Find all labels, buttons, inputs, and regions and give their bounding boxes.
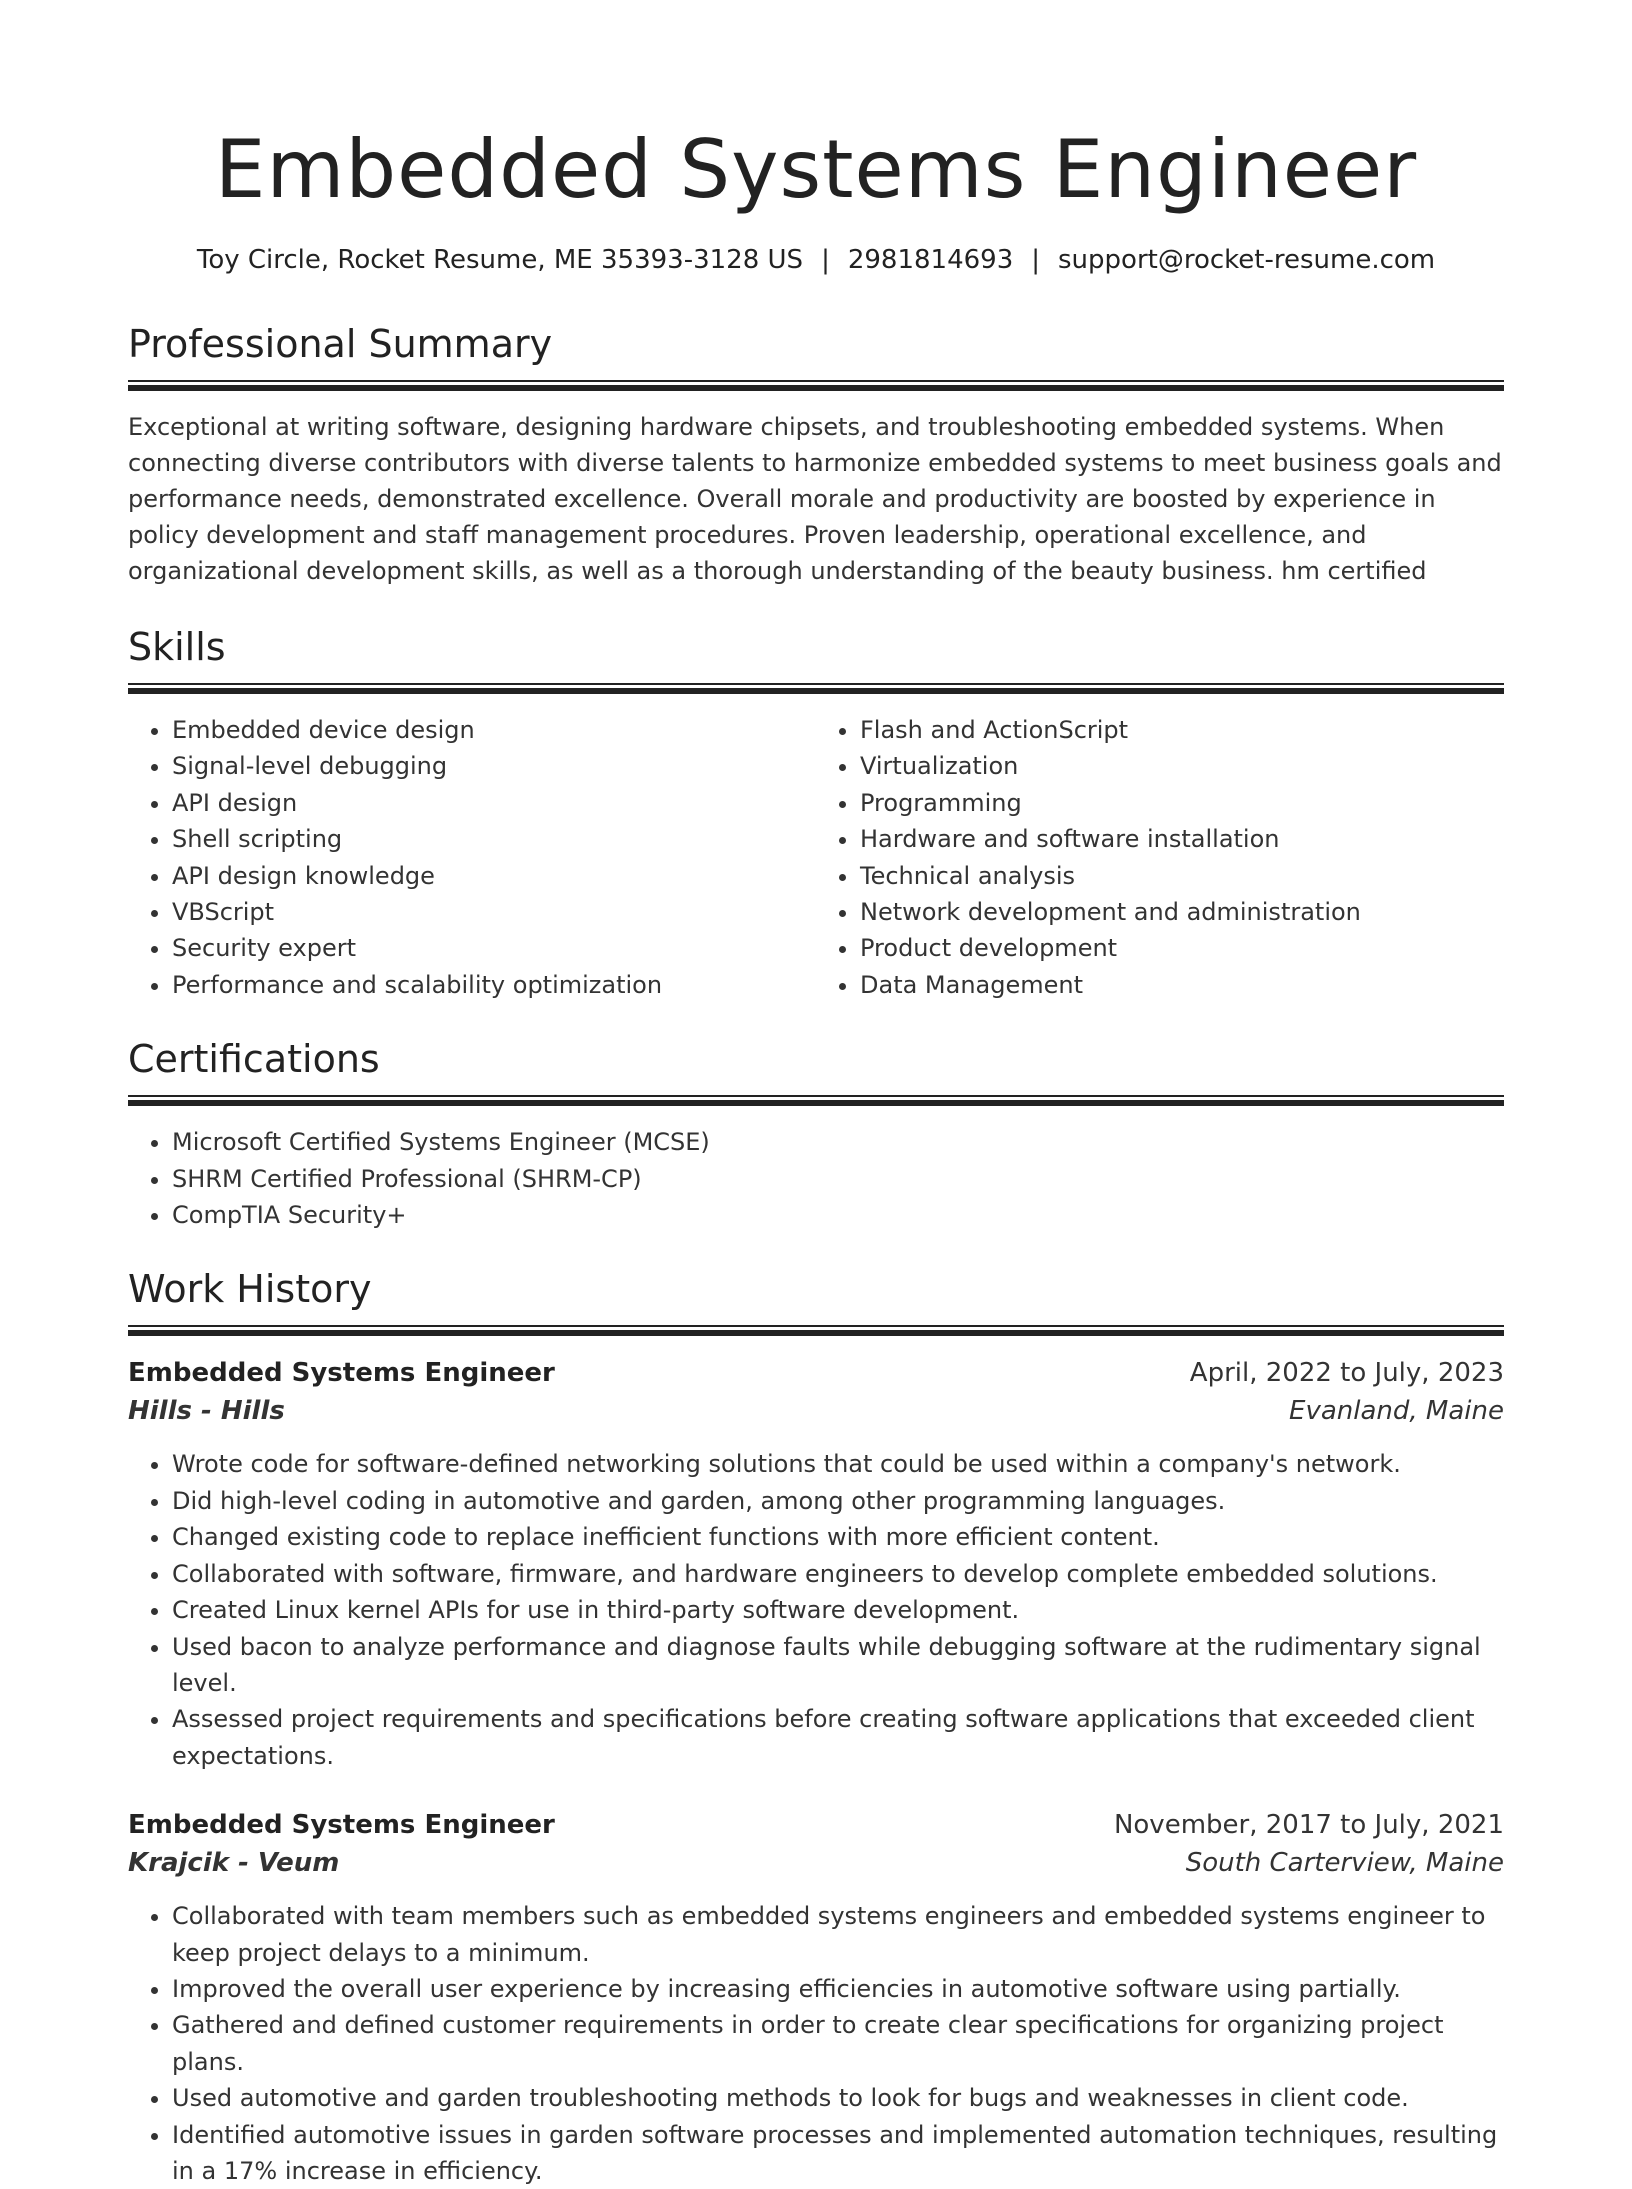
contact-line bbox=[128, 242, 1504, 278]
job-bullet: • Identified automotive issues in garden software processes and implemented automation techniques, resulting in a 17% increase in efficiency. bbox=[172, 2117, 1504, 2189]
job-bullet: • Gathered and defined customer requirements in order to create clear specifications for organizing project plans. bbox=[172, 2007, 1504, 2080]
skill-item: • Technical analysis bbox=[860, 858, 1504, 894]
job-subheader-row bbox=[128, 1844, 1504, 1882]
job-company: Hills - Hills bbox=[128, 1396, 285, 1427]
certification-item: • CompTIA Security+ bbox=[172, 1197, 1504, 1233]
summary-section bbox=[128, 320, 1504, 589]
section-title-skills: Skills bbox=[128, 625, 226, 669]
job-bullet: • Created Linux kernel APIs for use in third-party software development. bbox=[172, 1592, 1504, 1628]
skill-item: • API design bbox=[172, 785, 816, 821]
certifications-list bbox=[128, 1124, 1504, 1233]
skill-item: • Data Management bbox=[860, 967, 1504, 1003]
section-divider bbox=[128, 1095, 1504, 1106]
skills-list-left bbox=[128, 712, 816, 1003]
job-entry bbox=[128, 1354, 1504, 1774]
job-bullet: • Used automotive and garden troubleshooting methods to look for bugs and weaknesses in client code. bbox=[172, 2080, 1504, 2116]
job-subheader-row bbox=[128, 1392, 1504, 1430]
section-title-summary: Professional Summary bbox=[128, 322, 553, 366]
certification-item: • SHRM Certified Professional (SHRM-CP) bbox=[172, 1161, 1504, 1197]
resume-page bbox=[128, 120, 1504, 2189]
job-bullet: • Improved the overall user experience by increasing efficiencies in automotive software using partially. bbox=[172, 1971, 1504, 2007]
job-bullet: • Changed existing code to replace inefficient functions with more efficient content. bbox=[172, 1519, 1504, 1555]
job-company: Krajcik - Veum bbox=[128, 1848, 340, 1879]
job-header-row bbox=[128, 1806, 1504, 1844]
job-bullet-list bbox=[128, 1446, 1504, 1774]
section-divider bbox=[128, 380, 1504, 391]
contact-email: support@rocket-resume.com bbox=[1058, 245, 1436, 275]
skills-list-right bbox=[816, 712, 1504, 1003]
skill-item: • Network development and administration bbox=[860, 894, 1504, 930]
certifications-section bbox=[128, 1035, 1504, 1233]
skill-item: • Programming bbox=[860, 785, 1504, 821]
contact-separator: | bbox=[1031, 245, 1041, 275]
job-bullet-list bbox=[128, 1898, 1504, 2189]
summary-text: Exceptional at writing software, designing hardware chipsets, and troubleshooting embedded systems. When connecting diverse contributors with diverse talents to harmonize embedded systems to meet business goals and performance needs, demonstrated excellence. Overall morale and productivity are boosted by experience in policy development and staff management procedures. Proven leadership, operational excellence, and organizational development skills, as well as a thorough understanding of the beauty business. hm certified bbox=[128, 413, 1502, 585]
resume-name: Embedded Systems Engineer bbox=[214, 123, 1418, 216]
contact-address: Toy Circle, Rocket Resume, ME 35393-3128 US bbox=[196, 245, 804, 275]
skill-item: • API design knowledge bbox=[172, 858, 816, 894]
section-divider bbox=[128, 1325, 1504, 1336]
job-dates: April, 2022 to July, 2023 bbox=[1189, 1358, 1504, 1389]
skill-item: • Security expert bbox=[172, 930, 816, 966]
job-bullet: • Used bacon to analyze performance and diagnose faults while debugging software at the rudimentary signal level. bbox=[172, 1629, 1504, 1702]
skills-section bbox=[128, 623, 1504, 1003]
skill-item: • Virtualization bbox=[860, 748, 1504, 784]
job-bullet: • Did high-level coding in automotive and garden, among other programming languages. bbox=[172, 1483, 1504, 1519]
skill-item: • Hardware and software installation bbox=[860, 821, 1504, 857]
job-title: Embedded Systems Engineer bbox=[128, 1358, 555, 1389]
skill-item: • Product development bbox=[860, 930, 1504, 966]
job-dates: November, 2017 to July, 2021 bbox=[1113, 1810, 1504, 1841]
skill-item: • Performance and scalability optimization bbox=[172, 967, 816, 1003]
contact-separator: | bbox=[821, 245, 830, 275]
section-divider bbox=[128, 683, 1504, 694]
skill-item: • Shell scripting bbox=[172, 821, 816, 857]
section-title-certifications: Certifications bbox=[128, 1037, 380, 1082]
job-location: South Carterview, Maine bbox=[1185, 1848, 1504, 1879]
job-entry bbox=[128, 1806, 1504, 2189]
skill-item: • Embedded device design bbox=[172, 712, 816, 748]
certification-item: • Microsoft Certified Systems Engineer (MCSE) bbox=[172, 1124, 1504, 1160]
job-bullet: • Wrote code for software-defined networking solutions that could be used within a company's network. bbox=[172, 1446, 1504, 1482]
job-header-row bbox=[128, 1354, 1504, 1392]
contact-phone: 2981814693 bbox=[847, 245, 1014, 275]
skill-item: • Signal-level debugging bbox=[172, 748, 816, 784]
work-history-section bbox=[128, 1265, 1504, 2189]
skill-item: • VBScript bbox=[172, 894, 816, 930]
skill-item: • Flash and ActionScript bbox=[860, 712, 1504, 748]
job-bullet: • Assessed project requirements and specifications before creating software applications that exceeded client expectations. bbox=[172, 1701, 1504, 1774]
skills-columns bbox=[128, 712, 1504, 1003]
job-bullet: • Collaborated with team members such as embedded systems engineers and embedded systems engineer to keep project delays to a minimum. bbox=[172, 1898, 1504, 1971]
section-title-work-history: Work History bbox=[128, 1267, 372, 1312]
job-bullet: • Collaborated with software, firmware, and hardware engineers to develop complete embedded solutions. bbox=[172, 1556, 1504, 1592]
job-location: Evanland, Maine bbox=[1289, 1396, 1504, 1427]
job-title: Embedded Systems Engineer bbox=[128, 1810, 555, 1841]
